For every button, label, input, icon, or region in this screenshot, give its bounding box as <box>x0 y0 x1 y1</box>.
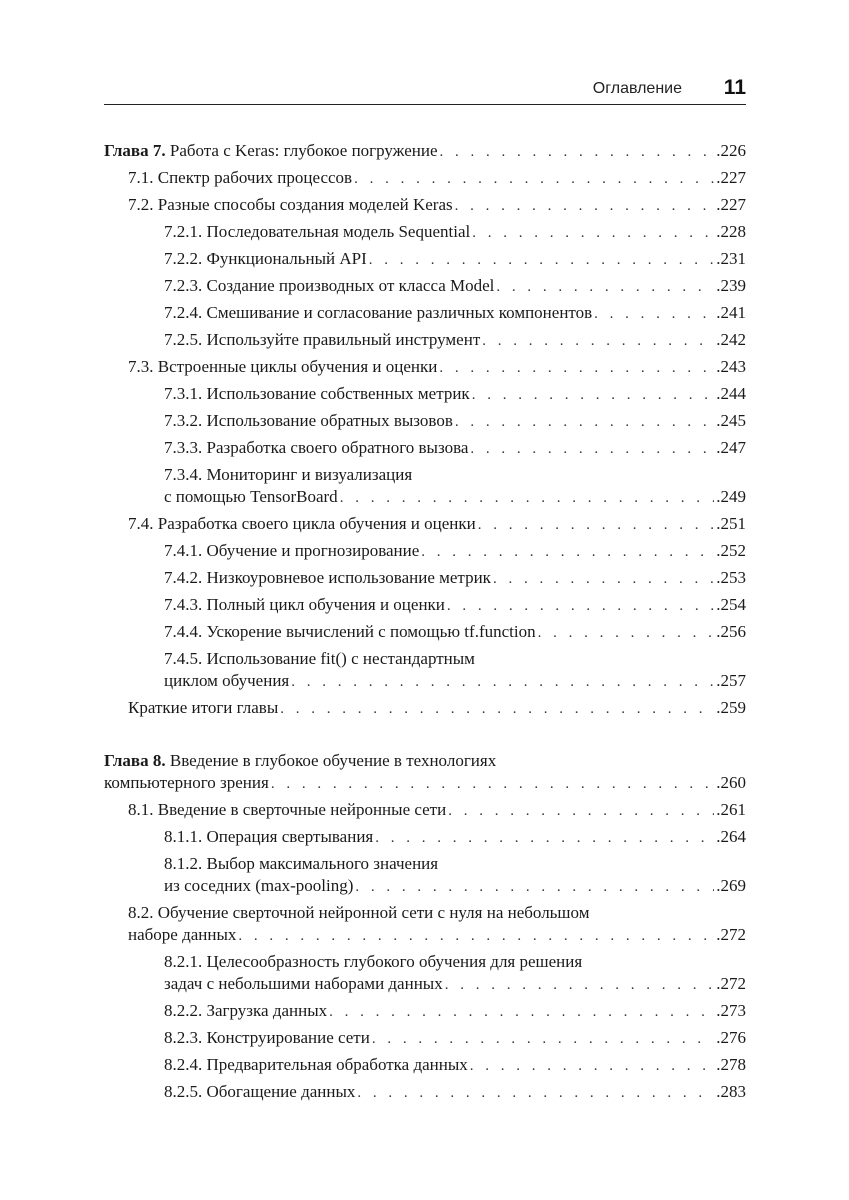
toc-entry-title: Краткие итоги главы <box>128 698 279 717</box>
toc-entry[interactable] <box>104 826 746 849</box>
chapter-label: Глава 7. <box>104 141 166 160</box>
dot-leader <box>493 568 714 590</box>
toc-entry[interactable] <box>104 799 746 822</box>
toc-entry[interactable] <box>104 221 746 244</box>
dot-leader <box>472 384 715 406</box>
toc-page-number: .261 <box>716 800 746 819</box>
toc-entry-title: 8.2.3. Конструирование сети <box>164 1028 370 1047</box>
toc-page-number: .254 <box>716 595 746 614</box>
toc-page-number: .245 <box>716 411 746 430</box>
toc-entry-first-line <box>128 902 746 924</box>
toc-entry[interactable] <box>104 167 746 190</box>
dot-leader <box>375 827 714 849</box>
toc-entry-text: 7.3.4. Мониторинг и визуализация <box>164 465 413 484</box>
dot-leader <box>369 249 714 271</box>
toc-entry-first-line <box>104 750 746 772</box>
toc-entry-title: 7.1. Спектр рабочих процессов <box>128 168 353 187</box>
toc-page-number: .247 <box>716 438 746 457</box>
dot-leader <box>478 514 715 536</box>
toc-page-number: .239 <box>716 276 746 295</box>
toc-entry-title: компьютерного зрения <box>104 773 269 792</box>
dot-leader <box>280 698 714 720</box>
toc-page-number: .257 <box>716 671 746 690</box>
dot-leader <box>271 773 714 795</box>
dot-leader <box>440 141 715 163</box>
toc-entry[interactable] <box>104 356 746 379</box>
toc-entry-title: 8.2.5. Обогащение данных <box>164 1082 356 1101</box>
toc-entry[interactable] <box>104 621 746 644</box>
toc-entry-title: 7.2.2. Функциональный API <box>164 249 367 268</box>
toc-page-number: .259 <box>716 698 746 717</box>
toc-entry-title: 7.3. Встроенные циклы обучения и оценки <box>128 357 438 376</box>
toc-entry[interactable] <box>104 951 746 996</box>
toc-entry-title: задач с небольшими наборами данных <box>164 974 443 993</box>
toc-entry[interactable] <box>104 1081 746 1104</box>
dot-leader <box>354 168 714 190</box>
toc-entry-title: 7.3.1. Использование собственных метрик <box>164 384 470 403</box>
dot-leader <box>538 622 715 644</box>
toc-page-number: .228 <box>716 222 746 241</box>
toc-entry[interactable] <box>104 513 746 536</box>
toc-entry[interactable] <box>104 594 746 617</box>
toc-entry-title: 7.2.5. Используйте правильный инструмент <box>164 330 481 349</box>
dot-leader <box>329 1001 714 1023</box>
toc-entry[interactable] <box>104 248 746 271</box>
toc-page-number: .278 <box>716 1055 746 1074</box>
toc-entry[interactable] <box>104 464 746 509</box>
toc-page-number: .243 <box>716 357 746 376</box>
toc-page-number: .264 <box>716 827 746 846</box>
toc-entry[interactable] <box>104 567 746 590</box>
toc-entry[interactable] <box>104 437 746 460</box>
toc-page-number: .231 <box>716 249 746 268</box>
dot-leader <box>421 541 714 563</box>
toc-entry-title: 7.4.4. Ускорение вычислений с помощью tf.function <box>164 622 536 641</box>
toc-page-number: .256 <box>716 622 746 641</box>
toc-page-number: .227 <box>716 168 746 187</box>
toc-entry-title: Глава 7. Работа с Keras: глубокое погружение <box>104 141 438 160</box>
dot-leader <box>470 1055 714 1077</box>
toc-entry-title: 8.2.4. Предварительная обработка данных <box>164 1055 468 1074</box>
toc-entry-text: 8.2.1. Целесообразность глубокого обучения для решения <box>164 952 583 971</box>
toc-entry-text: Введение в глубокое обучение в технологиях <box>169 751 497 770</box>
toc-entry[interactable] <box>104 1027 746 1050</box>
dot-leader <box>372 1028 714 1050</box>
toc-page-number: .272 <box>716 974 746 993</box>
toc-page-number: .227 <box>716 195 746 214</box>
toc-entry-title: 8.1.1. Операция свертывания <box>164 827 374 846</box>
dot-leader <box>482 330 714 352</box>
dot-leader <box>357 1082 714 1104</box>
toc-entry-first-line <box>164 853 746 875</box>
toc-entry[interactable] <box>104 275 746 298</box>
toc-entry[interactable] <box>104 697 746 720</box>
toc-entry-title: циклом обучения <box>164 671 290 690</box>
toc-entry-title: из соседних (max-pooling) <box>164 876 354 895</box>
toc-page-number: .252 <box>716 541 746 560</box>
toc-entry-title: 7.2.3. Создание производных от класса Model <box>164 276 495 295</box>
dot-leader <box>472 222 714 244</box>
toc-entry-title: с помощью TensorBoard <box>164 487 338 506</box>
toc-entry-title: 7.2. Разные способы создания моделей Keras <box>128 195 453 214</box>
toc-entry[interactable] <box>104 648 746 693</box>
toc-page-number: .226 <box>716 141 746 160</box>
dot-leader <box>470 438 714 460</box>
toc-entry-first-line <box>164 951 746 973</box>
toc-entry-title: 8.1. Введение в сверточные нейронные сети <box>128 800 447 819</box>
page-number: 11 <box>723 76 746 99</box>
dot-leader <box>340 487 715 509</box>
toc-entry[interactable] <box>104 902 746 947</box>
toc-entry-title: 7.4.1. Обучение и прогнозирование <box>164 541 420 560</box>
toc-page-number: .242 <box>716 330 746 349</box>
toc-entry[interactable] <box>104 1054 746 1077</box>
dot-leader <box>447 595 714 617</box>
chapter-label: Глава 8. <box>104 751 166 770</box>
toc-page-number: .283 <box>716 1082 746 1101</box>
toc-entry[interactable] <box>104 302 746 325</box>
toc-entry-title: 8.2.2. Загрузка данных <box>164 1001 328 1020</box>
toc-entry-title: 7.2.4. Смешивание и согласование различных компонентов <box>164 303 593 322</box>
toc-page-number: .251 <box>716 514 746 533</box>
dot-leader <box>455 195 715 217</box>
dot-leader <box>594 303 714 325</box>
toc-entry-title: 7.4.3. Полный цикл обучения и оценки <box>164 595 445 614</box>
dot-leader <box>455 411 714 433</box>
toc-entry[interactable] <box>104 853 746 898</box>
toc-entry-title: 7.4.2. Низкоуровневое использование метрик <box>164 568 491 587</box>
dot-leader <box>496 276 714 298</box>
toc-entry[interactable] <box>104 540 746 563</box>
running-head-title: Оглавление <box>592 80 682 97</box>
toc-entry-title: 7.4. Разработка своего цикла обучения и оценки <box>128 514 476 533</box>
toc-entry-first-line <box>164 648 746 670</box>
dot-leader <box>355 876 714 898</box>
toc-page-number: .272 <box>716 925 746 944</box>
toc-entry[interactable] <box>104 383 746 406</box>
toc-page-number: .276 <box>716 1028 746 1047</box>
toc-chapter-entry[interactable] <box>104 750 746 795</box>
toc-entry[interactable] <box>104 410 746 433</box>
toc-entry-first-line <box>164 464 746 486</box>
toc-entry[interactable] <box>104 1000 746 1023</box>
toc-entry[interactable] <box>104 329 746 352</box>
toc-entry-text: 7.4.5. Использование fit() с нестандартным <box>164 649 475 668</box>
toc-entry-title: 7.2.1. Последовательная модель Sequential <box>164 222 471 241</box>
table-of-contents <box>104 136 746 1104</box>
toc-page-number: .249 <box>716 487 746 506</box>
toc-page-number: .253 <box>716 568 746 587</box>
toc-entry-title: 7.3.3. Разработка своего обратного вызова <box>164 438 469 457</box>
dot-leader <box>448 800 714 822</box>
dot-leader <box>445 974 715 996</box>
toc-entry-text: 8.1.2. Выбор максимального значения <box>164 854 439 873</box>
toc-entry-title: наборе данных <box>128 925 237 944</box>
toc-entry[interactable] <box>104 194 746 217</box>
toc-page-number: .244 <box>716 384 746 403</box>
dot-leader <box>439 357 714 379</box>
toc-page-number: .273 <box>716 1001 746 1020</box>
toc-entry-title: 7.3.2. Использование обратных вызовов <box>164 411 453 430</box>
toc-chapter-entry[interactable] <box>104 140 746 163</box>
toc-page-number: .269 <box>716 876 746 895</box>
toc-entry-text: 8.2. Обучение сверточной нейронной сети с нуля на небольшом <box>128 903 590 922</box>
running-head <box>104 78 746 105</box>
toc-page-number: .241 <box>716 303 746 322</box>
dot-leader <box>238 925 714 947</box>
dot-leader <box>291 671 714 693</box>
toc-page-number: .260 <box>716 773 746 792</box>
